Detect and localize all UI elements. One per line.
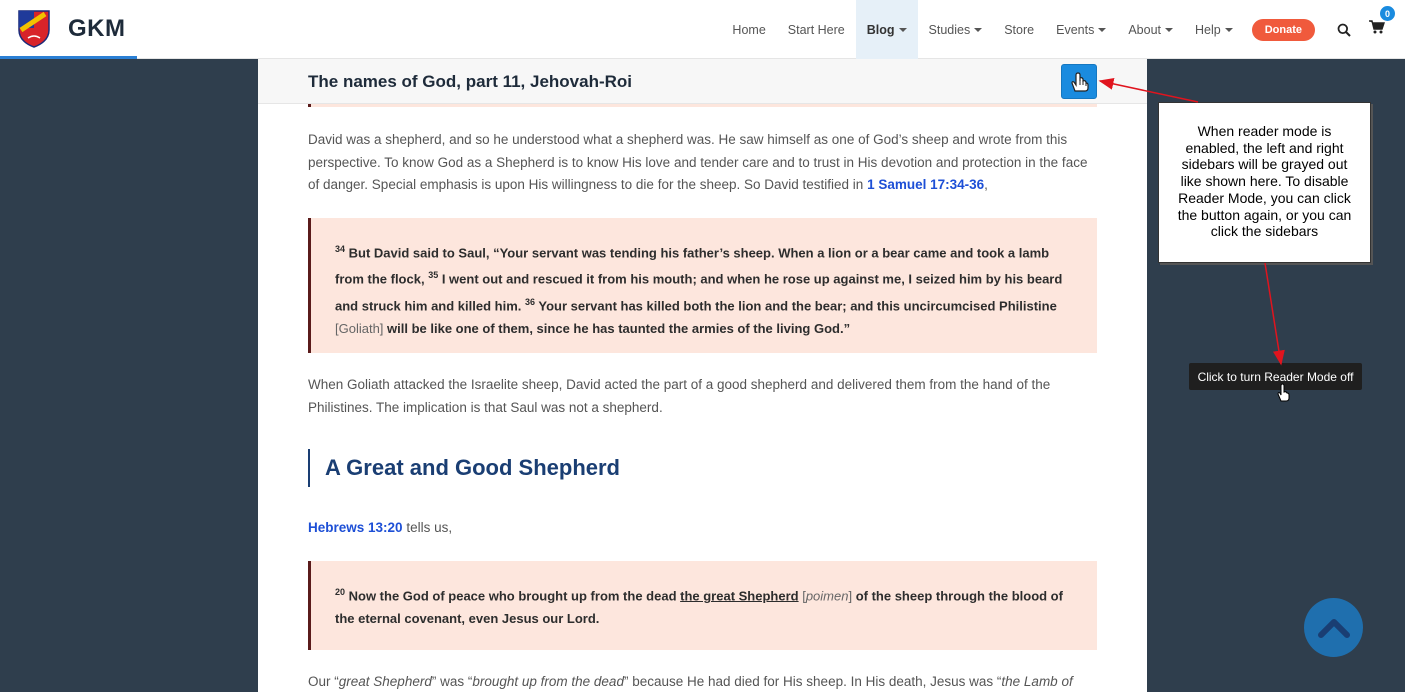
nav-start-here-label: Start Here: [787, 22, 845, 37]
nav-store-label: Store: [1004, 22, 1035, 37]
main-nav: [721, 0, 1405, 59]
verse-text: I went out and rescued it from his mouth; and when he rose up against me, I seized him by his beard and struck him and killed him.: [335, 271, 1063, 313]
nav-about[interactable]: [1117, 0, 1184, 59]
bracket-close: ]: [848, 588, 856, 604]
reader-mode-tooltip: Click to turn Reader Mode off: [1189, 363, 1362, 390]
cart-button[interactable]: [1369, 8, 1390, 39]
p4-italic: the Lamb of: [1001, 674, 1073, 689]
scripture-quote-1: [308, 218, 1097, 353]
p1-text: David was a shepherd, and so he understood what a shepherd was. He saw himself as one of God’s sheep and wrote from this perspective. To know God as a Shepherd is to know His love and tender care and to trust in His devotion and protection in the face of danger. Special emphasis is upon His willingness to die for the sheep. So David testified in: [308, 132, 1088, 192]
nav-studies[interactable]: [918, 0, 994, 59]
annotation-callout: When reader mode is enabled, the left and right sidebars will be grayed out like shown here. To disable Reader Mode, you can click the button again, or you can click the sidebars: [1158, 102, 1371, 263]
bracket-note: [Goliath]: [335, 320, 384, 336]
hand-cursor-icon: [1277, 383, 1291, 403]
top-navbar: [0, 0, 1405, 59]
site-logo-link[interactable]: [0, 0, 137, 59]
p4-italic: brought up from the dead: [472, 674, 624, 689]
nav-studies-label: Studies: [928, 22, 971, 37]
chevron-down-icon: [899, 28, 907, 32]
verse-number: 36: [525, 296, 536, 307]
chevron-down-icon: [974, 28, 982, 32]
sticky-title-bar: [258, 59, 1147, 104]
p4-text: ” was “: [431, 674, 473, 689]
quote-remnant: [308, 104, 1097, 107]
nav-help-label: Help: [1195, 22, 1221, 37]
bracket-word: poimen: [805, 588, 849, 604]
nav-help[interactable]: [1184, 0, 1244, 59]
nav-events-label: Events: [1056, 22, 1095, 37]
scroll-to-top-button[interactable]: [1304, 598, 1363, 657]
verse-number: 20: [335, 587, 346, 597]
paragraph-4: [308, 671, 1098, 692]
p4-italic: great Shepherd: [338, 674, 432, 689]
underlined-phrase: the great Shepherd: [680, 588, 799, 604]
scripture-link-hebrews[interactable]: Hebrews 13:20: [308, 520, 403, 535]
verse-text: Now the God of peace who brought up from the dead: [345, 588, 681, 604]
chevron-up-icon: [1317, 617, 1351, 639]
nav-home-label: Home: [732, 22, 766, 37]
paragraph-1: [308, 129, 1098, 197]
chevron-down-icon: [1098, 28, 1106, 32]
cart-icon: [1369, 20, 1385, 34]
chevron-down-icon: [1225, 28, 1233, 32]
p3-text: tells us,: [402, 520, 453, 535]
p1-end: ,: [984, 177, 988, 192]
scripture-link-1-samuel[interactable]: 1 Samuel 17:34-36: [867, 177, 985, 192]
search-icon[interactable]: [1337, 23, 1351, 37]
nav-home[interactable]: [721, 0, 776, 59]
verse-number: 34: [335, 244, 346, 254]
shield-logo-icon: [18, 10, 50, 48]
nav-events[interactable]: [1045, 0, 1117, 59]
nav-start-here[interactable]: [777, 0, 856, 59]
p4-text: ” because He had died for His sheep. In His death, Jesus was “: [623, 674, 1002, 689]
cart-count-badge: 0: [1380, 6, 1395, 21]
nav-about-label: About: [1128, 22, 1161, 37]
verse-text: of the sheep through the blood of the eternal covenant, even Jesus our Lord.: [335, 588, 1063, 627]
article-title: The names of God, part 11, Jehovah-Roi: [308, 72, 633, 91]
nav-store[interactable]: [993, 0, 1045, 59]
nav-blog[interactable]: [856, 0, 918, 59]
verse-text: Your servant has killed both the lion and the bear; and this uncircumcised Philistine: [535, 297, 1057, 313]
p4-text: Our “: [308, 674, 339, 689]
article-content: [258, 59, 1147, 692]
chevron-down-icon: [1165, 28, 1173, 32]
verse-text: will be like one of them, since he has taunted the armies of the living God.”: [383, 320, 851, 336]
verse-text: But David said to Saul, “Your servant was tending his father’s sheep. When a lion or a bear came and took a lamb from the flock,: [335, 245, 1050, 287]
scripture-quote-2: [308, 561, 1097, 650]
paragraph-3: [308, 517, 1098, 540]
donate-button[interactable]: Donate: [1252, 19, 1315, 41]
section-heading: A Great and Good Shepherd: [308, 449, 620, 487]
verse-number: 35: [428, 270, 439, 281]
reader-mode-button[interactable]: [1061, 64, 1097, 99]
brand-name: GKM: [68, 15, 126, 42]
hand-pointer-icon: [1068, 71, 1090, 93]
paragraph-2: When Goliath attacked the Israelite sheep, David acted the part of a good shepherd and delivered them from the hand of the Philistines. The implication is that Saul was not a shepherd.: [308, 377, 1051, 415]
bracket-open: [: [798, 588, 806, 604]
nav-blog-label: Blog: [866, 22, 895, 37]
left-sidebar-overlay[interactable]: [0, 59, 258, 692]
